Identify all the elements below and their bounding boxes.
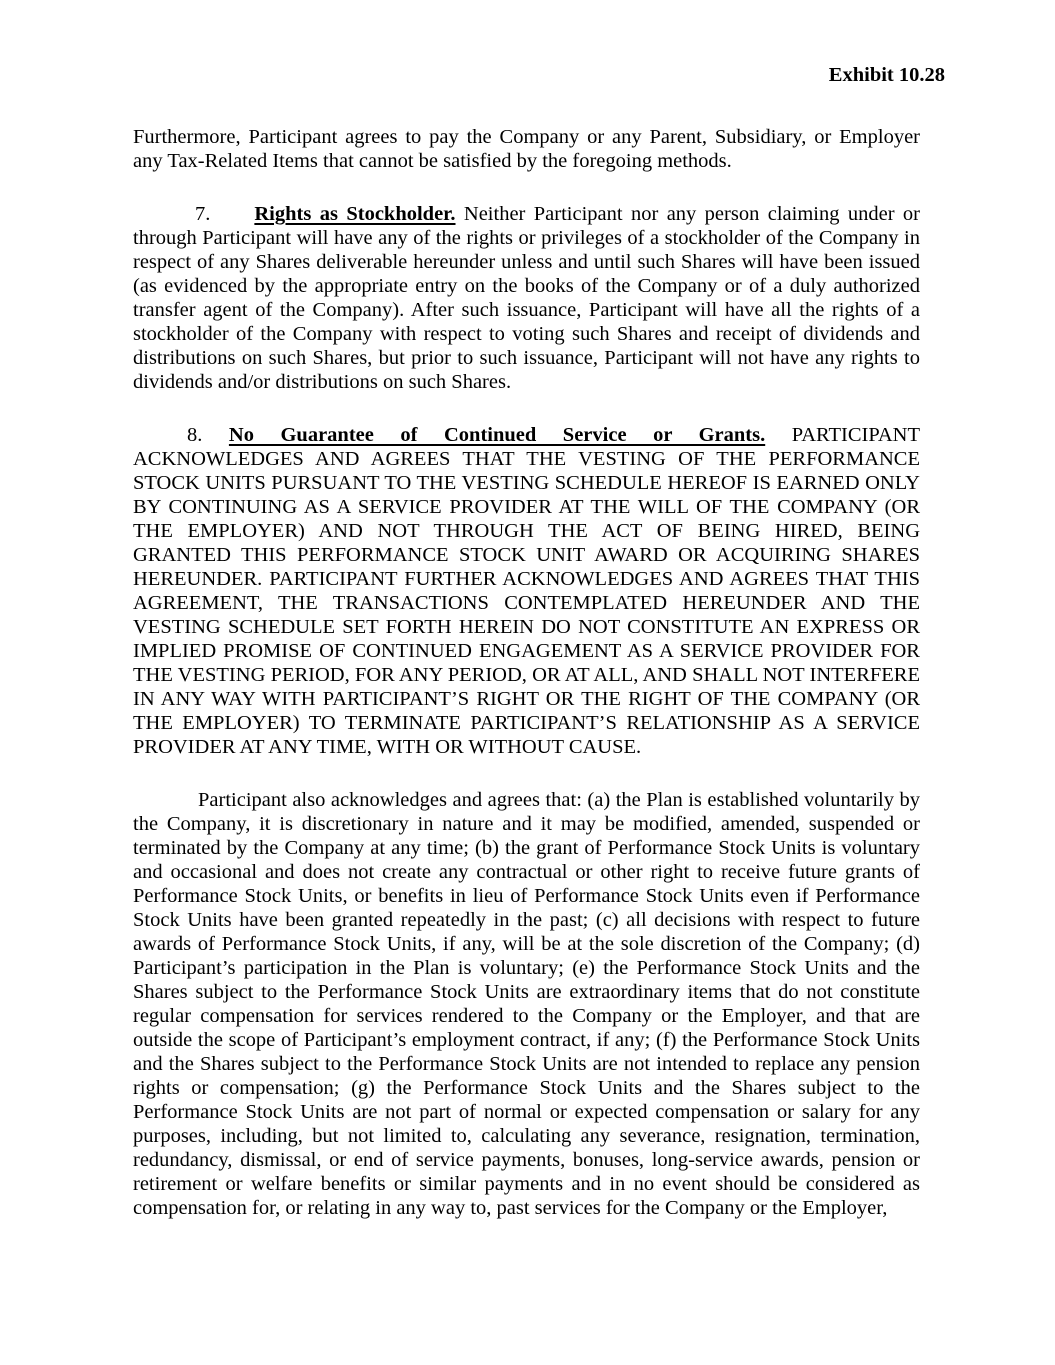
section-8-number: 8. bbox=[187, 424, 203, 446]
exhibit-label: Exhibit 10.28 bbox=[828, 64, 945, 86]
section-7-number: 7. bbox=[195, 203, 211, 225]
word-space bbox=[202, 424, 229, 446]
document-body bbox=[133, 125, 920, 1220]
paragraph-intro: Furthermore, Participant agrees to pay the Company or any Parent, Subsidiary, or Employer any Tax-Related Items that cannot be satisfied by the foregoing methods. bbox=[133, 126, 920, 172]
section-7-paragraph bbox=[133, 202, 920, 394]
section-7-text: Neither Participant nor any person claiming under or through Participant will have any of the rights or privileges of a stockholder of the Company in respect of any Shares deliverable hereunder unless and until such Shares will have been issued (as evidenced by the appropriate entry on the books of the Company or of a duly authorized transfer agent of the Company). After such issuance, Participant will have all the rights of a stockholder of the Company with respect to voting such Shares and receipt of dividends and distributions on such Shares, but prior to such issuance, Participant will not have any rights to dividends and/or distributions on such Shares. bbox=[133, 203, 920, 393]
acknowledgement-paragraph: Participant also acknowledges and agrees that: (a) the Plan is established voluntarily by the Company, it is discretionary in nature and it may be modified, amended, suspended or terminated by the Company at any time; (b) the grant of Performance Stock Units is voluntary and occasional and does not create any contractual or other right to receive future grants of Performance Stock Units, or benefits in lieu of Performance Stock Units even if Performance Stock Units have been granted repeatedly in the past; (c) all decisions with respect to future awards of Performance Stock Units, if any, will be at the sole discretion of the Company; (d) Participant’s participation in the Plan is voluntary; (e) the Performance Stock Units and the Shares subject to the Performance Stock Units are extraordinary items that do not constitute regular compensation for services rendered to the Company or the Employer, and that are outside the scope of Participant’s employment contract, if any; (f) the Performance Stock Units and the Shares subject to the Performance Stock Units are not intended to replace any pension rights or compensation; (g) the Performance Stock Units and the Shares subject to the Performance Stock Units are not part of normal or expected compensation or salary for any purposes, including, but not limited to, calculating any severance, resignation, termination, redundancy, dismissal, or end of service payments, bonuses, long-service awards, pension or retirement or welfare benefits or similar payments and in no event should be considered as compensation for, or relating in any way to, past services for the Company or the Employer, bbox=[133, 789, 920, 1219]
section-7-heading: Rights as Stockholder. bbox=[254, 203, 456, 225]
section-8-heading: No Guarantee of Continued Service or Grants. bbox=[228, 424, 766, 446]
section-8-paragraph bbox=[133, 423, 920, 759]
section-8-text: PARTICIPANT ACKNOWLEDGES AND AGREES THAT THE VESTING OF THE PERFORMANCE STOCK UNITS PURSUANT TO THE VESTING SCHEDULE HEREOF IS EARNED ONLY BY CONTINUING AS A SERVICE PROVIDER AT THE WILL OF THE COMPANY (OR THE EMPLOYER) AND NOT THROUGH THE ACT OF BEING HIRED, BEING GRANTED THIS PERFORMANCE STOCK UNIT AWARD OR ACQUIRING SHARES HEREUNDER. PARTICIPANT FURTHER ACKNOWLEDGES AND AGREES THAT THIS AGREEMENT, THE TRANSACTIONS CONTEMPLATED HEREUNDER AND THE VESTING SCHEDULE SET FORTH HEREIN DO NOT CONSTITUTE AN EXPRESS OR IMPLIED PROMISE OF CONTINUED ENGAGEMENT AS A SERVICE PROVIDER FOR THE VESTING PERIOD, FOR ANY PERIOD, OR AT ALL, AND SHALL NOT INTERFERE IN ANY WAY WITH PARTICIPANT’S RIGHT OR THE RIGHT OF THE COMPANY (OR THE EMPLOYER) TO TERMINATE PARTICIPANT’S RELATIONSHIP AS A SERVICE PROVIDER AT ANY TIME, WITH OR WITHOUT CAUSE. bbox=[133, 424, 920, 758]
